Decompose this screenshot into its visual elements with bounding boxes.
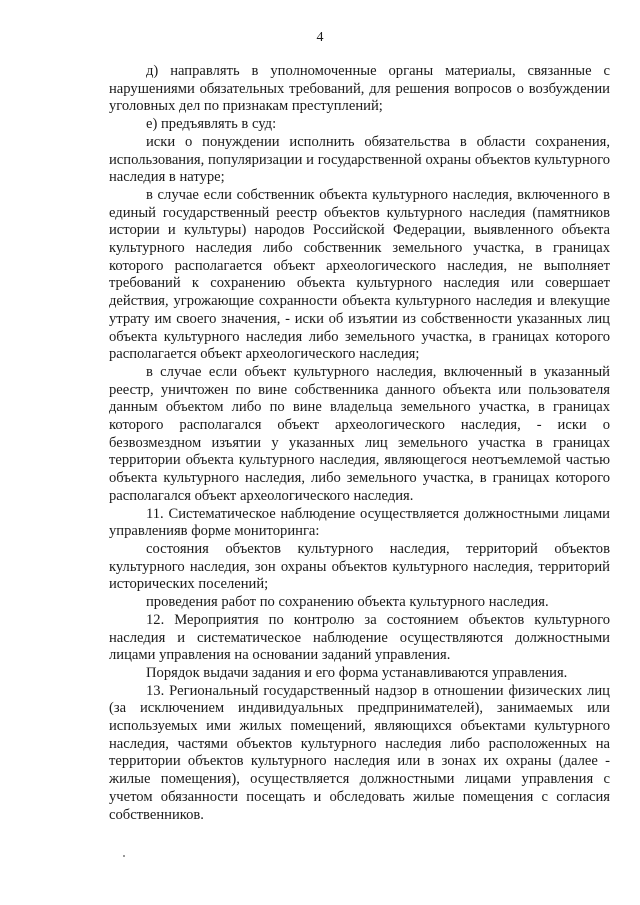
document-body [109,63,610,824]
paragraph-13-supervision: 13. Региональный государственный надзор в отношении физических лиц (за исключением индивидуальных предпринимателей), занимаемых или используемых ими жилых помещений, являющихся объектами культурного наследия, частями объектов культурного наследия либо расположенных на территории объектов культурного наследия или в зонах их охраны (далее - жилые помещения), осуществляется должностными лицами управления с учетом обязанности посещать и обследовать жилые помещения с согласия собственников. [109,682,610,823]
paragraph-monitoring-state: состояния объектов культурного наследия, территорий объектов культурного наследия, зон охраны объектов культурного наследия, территорий исторических поселений; [109,540,610,593]
paragraph-monitoring-works: проведения работ по сохранению объекта культурного наследия. [146,594,549,611]
paragraph-claims-obligations: иски о понуждении исполнить обязательства в области сохранения, использования, популяризации и государственной охраны объектов культурного наследия в натуре; [109,133,610,186]
paragraph-task-procedure: Порядок выдачи задания и его форма устанавливаются управления. [146,664,568,681]
paragraph-claims-gratuitous-seizure: в случае если объект культурного наследия, включенный в указанный реестр, уничтожен по вине собственника данного объекта или пользователя данным объектом либо по вине владельца земельного участка, в границах которого располагался объект археологического наследия, - иски о безвозмездном изъятии у указанных лиц земельного участка в границах территории объекта культурного наследия, являющегося неотъемлемой частью объекта культурного наследия, либо земельного участка, в границах которого располагался объект археологического наследия. [109,363,610,504]
paragraph-12-control: 12. Мероприятия по контролю за состоянием объектов культурного наследия и систематическое наблюдение осуществляются должностными лицами управления на основании заданий управления. [109,611,610,664]
paragraph-11-observation: 11. Систематическое наблюдение осуществляется должностными лицами управленияв форме мониторинга: [109,505,610,540]
paragraph-e-court: е) предъявлять в суд: [146,116,277,133]
paragraph-claims-seizure: в случае если собственник объекта культурного наследия, включенного в единый государственный реестр объектов культурного наследия (памятников истории и культуры) народов Российской Федерации, выявленного объекта культурного наследия либо собственник земельного участка, в границах которого располагается объект археологического наследия, не выполняет требований к сохранению объекта культурного наследия или совершает действия, угрожающие сохранности объекта культурного наследия и влекущие утрату им своего значения, - иски об изъятии из собственности указанных лиц объекта культурного наследия либо земельного участка, в границах которого располагается объект археологического наследия; [109,186,610,363]
scan-speck [123,855,125,857]
page-number: 4 [316,30,324,45]
paragraph-d-materials: д) направлять в уполномоченные органы материалы, связанные с нарушениями обязательных требований, для решения вопросов о возбуждении уголовных дел по признакам преступлений; [109,63,610,115]
